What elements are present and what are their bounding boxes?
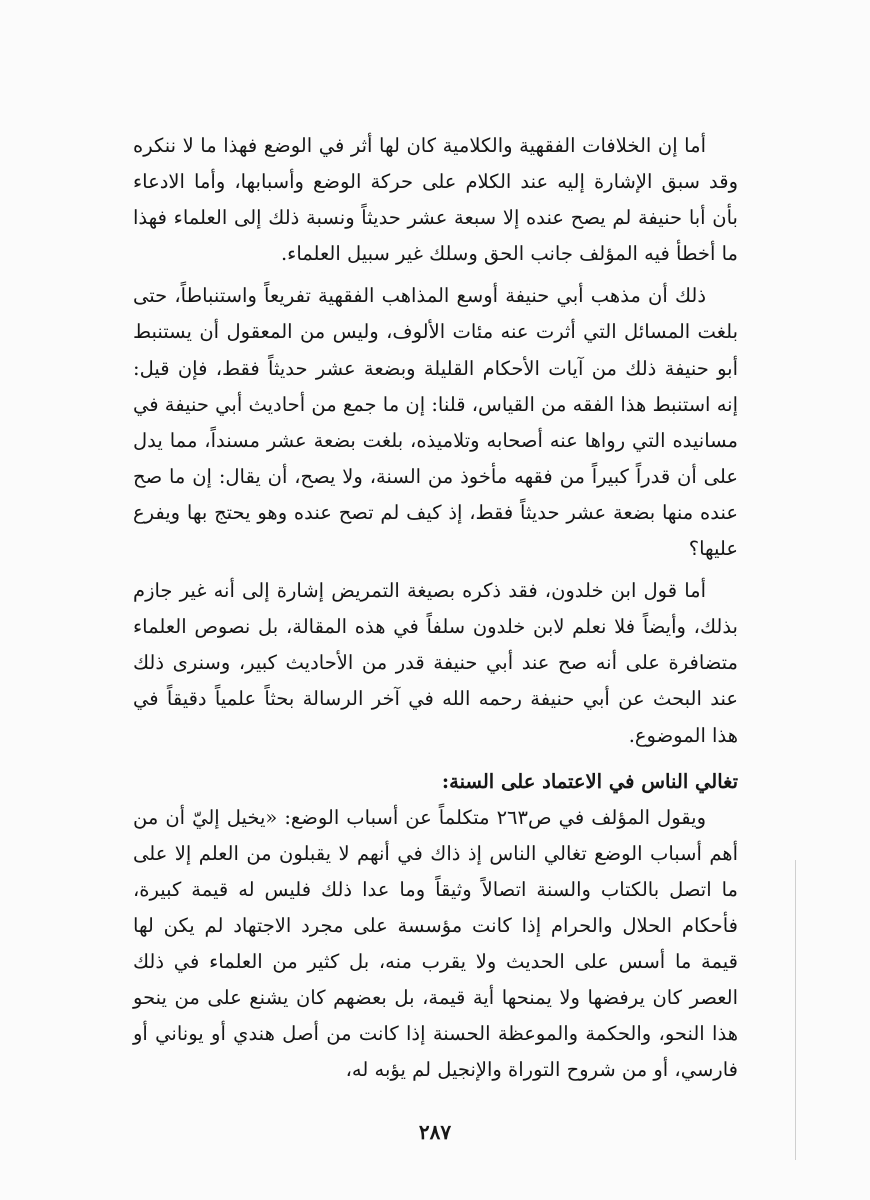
paragraph-4: ويقول المؤلف في ص٢٦٣ متكلماً عن أسباب الوضع: «يخيل إليّ أن من أهم أسباب الوضع تغالي الناس إذ ذاك في أنهم لا يقبلون من العلم إلا على ما اتصل بالكتاب والسنة اتصالاً وثيقاً وما عدا ذلك فليس له قيمة كبيرة، فأحكام الحلال والحرام إذا كانت مؤسسة على مجرد الاجتهاد لم يكن لها قيمة ما أسس على الحديث ولا يقرب منه، بل كثير من العلماء في ذلك العصر كان يرفضها ولا يمنحها أية قيمة، بل بعضهم كان يشنع على من ينحو هذا النحو، والحكمة والموعظة الحسنة إذا كانت من أصل هندي أو يوناني أو فارسي، أو من شروح التوراة والإنجيل لم يؤبه له، [133, 805, 738, 1082]
scan-edge-line [795, 860, 796, 1160]
section-heading: تغالي الناس في الاعتماد على السنة: [441, 769, 738, 793]
paragraph-1: أما إن الخلافات الفقهية والكلامية كان لها أثر في الوضع فهذا ما لا ننكره وقد سبق الإشارة إليه عند الكلام على حركة الوضع وأسبابها، وأما الادعاء بأن أبا حنيفة لم يصح عنده إلا سبعة عشر حديثاً ونسبة ذلك إلى العلماء فهذا ما أخطأ فيه المؤلف جانب الحق وسلك غير سبيل العلماء. [133, 134, 738, 266]
paragraph-2: ذلك أن مذهب أبي حنيفة أوسع المذاهب الفقهية تفريعاً واستنباطاً، حتى بلغت المسائل التي أثرت عنه مئات الألوف، وليس من المعقول أن يستنبط أبو حنيفة ذلك من آيات الأحكام القليلة وبضعة عشر حديثاً فقط، فإن قيل: إنه استنبط هذا الفقه من القياس، قلنا: إن ما جمع من أحاديث أبي حنيفة في مسانيده التي رواها عنه أصحابه وتلاميذه، بلغت بضعة عشر مسنداً، مما يدل على أن قدراً كبيراً من فقهه مأخوذ من السنة، ولا يصح، أن يقال: إن ما صح عنده منها بضعة عشر حديثاً فقط، إذ كيف لم تصح عنده وهو يحتج بها ويفرع عليها؟ [133, 284, 738, 561]
paragraph-3: أما قول ابن خلدون، فقد ذكره بصيغة التمريض إشارة إلى أنه غير جازم بذلك، وأيضاً فلا نعلم لابن خلدون سلفاً في هذه المقالة، بل نصوص العلماء متضافرة على أنه صح عند أبي حنيفة قدر من الأحاديث كبير، وسنرى ذلك عند البحث عن أبي حنيفة رحمه الله في آخر الرسالة بحثاً علمياً دقيقاً في هذا الموضوع. [133, 579, 738, 747]
body-text [133, 128, 738, 1094]
page-number: ٢٨٧ [418, 1120, 452, 1144]
